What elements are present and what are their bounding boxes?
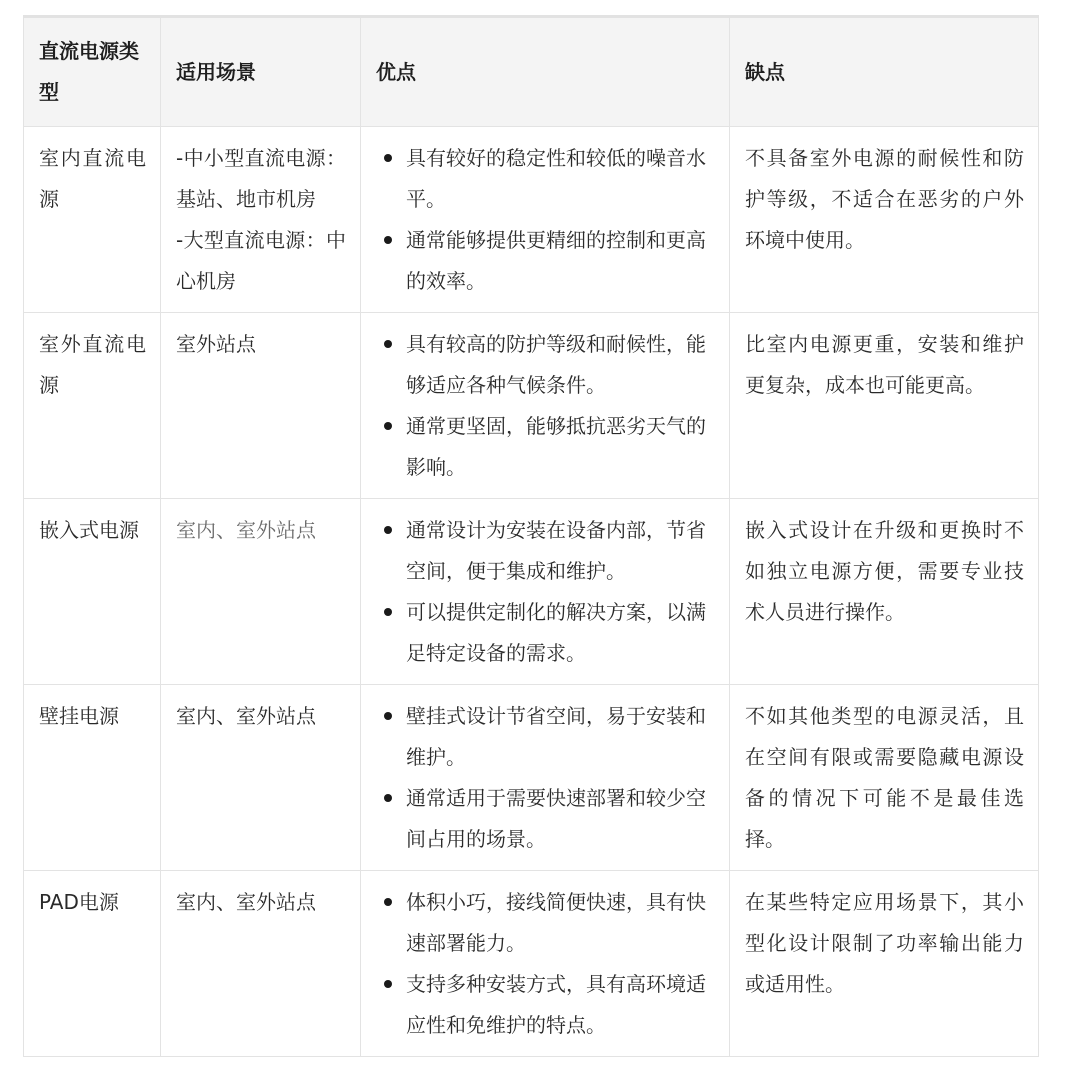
- cell-scenario: [161, 127, 361, 313]
- list-item: 通常更坚固，能够抵抗恶劣天气的影响。: [406, 406, 715, 488]
- scenario-line: -中小型直流电源：基站、地市机房: [176, 146, 346, 211]
- cell-cons: 嵌入式设计在升级和更换时不如独立电源方便，需要专业技术人员进行操作。: [730, 499, 1039, 685]
- list-item: 具有较高的防护等级和耐候性，能够适应各种气候条件。: [406, 324, 715, 406]
- header-type: 直流电源类型: [24, 17, 161, 127]
- cell-type: 嵌入式电源: [24, 499, 161, 685]
- header-cons: 缺点: [730, 17, 1039, 127]
- cell-cons: 比室内电源更重，安装和维护更复杂，成本也可能更高。: [730, 313, 1039, 499]
- cell-type: 室内直流电源: [24, 127, 161, 313]
- list-item: 通常设计为安装在设备内部，节省空间，便于集成和维护。: [406, 510, 715, 592]
- scenario-line: 室内、室外站点: [176, 704, 316, 728]
- list-item: 通常适用于需要快速部署和较少空间占用的场景。: [406, 778, 715, 860]
- list-item: 壁挂式设计节省空间，易于安装和维护。: [406, 696, 715, 778]
- scenario-line: 室外站点: [176, 332, 256, 356]
- cell-cons: 不具备室外电源的耐候性和防护等级，不适合在恶劣的户外环境中使用。: [730, 127, 1039, 313]
- table-row: [24, 127, 1039, 313]
- cell-cons: 在某些特定应用场景下，其小型化设计限制了功率输出能力或适用性。: [730, 871, 1039, 1057]
- pros-list: [376, 882, 715, 1046]
- comparison-table-container: [23, 15, 1038, 1057]
- scenario-line: 室内、室外站点: [176, 518, 316, 542]
- table-header-row: [24, 17, 1039, 127]
- cell-pros: [361, 685, 730, 871]
- cell-pros: [361, 871, 730, 1057]
- list-item: 可以提供定制化的解决方案，以满足特定设备的需求。: [406, 592, 715, 674]
- pros-list: [376, 138, 715, 302]
- cell-type: 壁挂电源: [24, 685, 161, 871]
- table-row: [24, 871, 1039, 1057]
- cell-scenario: [161, 685, 361, 871]
- list-item: 体积小巧，接线简便快速，具有快速部署能力。: [406, 882, 715, 964]
- cell-cons: 不如其他类型的电源灵活，且在空间有限或需要隐藏电源设备的情况下可能不是最佳选择。: [730, 685, 1039, 871]
- table-row: [24, 499, 1039, 685]
- list-item: 支持多种安装方式，具有高环境适应性和免维护的特点。: [406, 964, 715, 1046]
- cell-type: 室外直流电源: [24, 313, 161, 499]
- pros-list: [376, 324, 715, 488]
- header-pros: 优点: [361, 17, 730, 127]
- cell-scenario: [161, 313, 361, 499]
- cell-pros: [361, 127, 730, 313]
- pros-list: [376, 510, 715, 674]
- table-row: [24, 313, 1039, 499]
- dc-power-comparison-table: [23, 15, 1039, 1057]
- scenario-line: 室内、室外站点: [176, 890, 316, 914]
- cell-scenario: [161, 499, 361, 685]
- list-item: 具有较好的稳定性和较低的噪音水平。: [406, 138, 715, 220]
- scenario-line: -大型直流电源：中心机房: [176, 228, 346, 293]
- table-row: [24, 685, 1039, 871]
- cell-type: PAD电源: [24, 871, 161, 1057]
- cell-scenario: [161, 871, 361, 1057]
- cell-pros: [361, 499, 730, 685]
- list-item: 通常能够提供更精细的控制和更高的效率。: [406, 220, 715, 302]
- cell-pros: [361, 313, 730, 499]
- pros-list: [376, 696, 715, 860]
- header-scenario: 适用场景: [161, 17, 361, 127]
